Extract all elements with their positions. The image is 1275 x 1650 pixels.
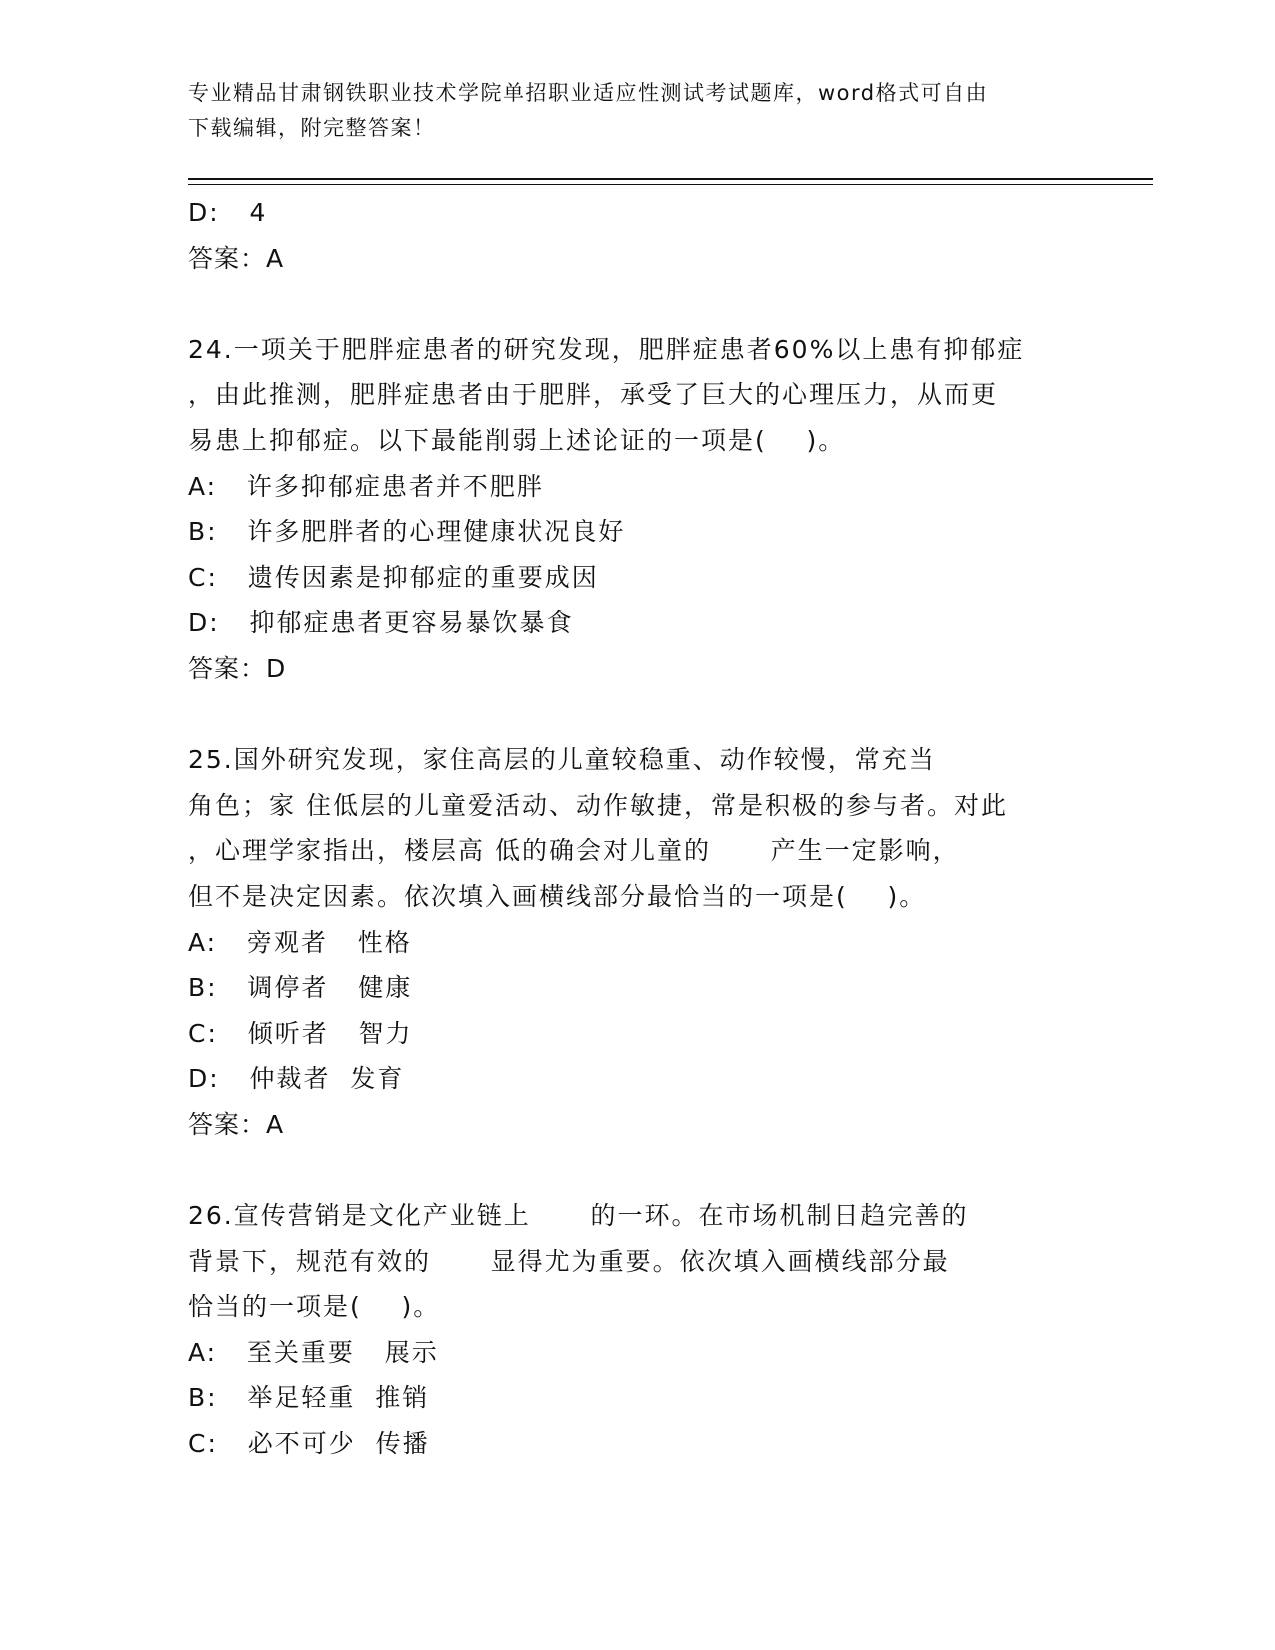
q24-option-b: B: 许多肥胖者的心理健康状况良好 [188,517,626,547]
q25-stem-3: ，心理学家指出，楼层高 低的确会对儿童的 产生一定影响， [188,836,960,866]
q24-option-c: C: 遗传因素是抑郁症的重要成因 [188,562,599,592]
page-header [188,76,1078,146]
question-body [188,190,1088,1467]
q24-stem-2: ，由此推测，肥胖症患者由于肥胖，承受了巨大的心理压力，从而更 [188,380,999,410]
q26-stem-2: 背景下，规范有效的 显得尤为重要。依次填入画横线部分最 [188,1246,950,1276]
q25-stem-1: 25.国外研究发现，家住高层的儿童较稳重、动作较慢，常充当 [188,745,936,775]
q24-option-d: D: 抑郁症患者更容易暴饮暴食 [188,608,574,638]
q26-stem-3: 恰当的一项是( )。 [188,1292,441,1322]
q24-stem-3: 易患上抑郁症。以下最能削弱上述论证的一项是( )。 [188,425,846,455]
q25-stem-4: 但不是决定因素。依次填入画横线部分最恰当的一项是( )。 [188,881,927,911]
q24-stem-1: 24.一项关于肥胖症患者的研究发现，肥胖症患者60%以上患有抑郁症 [188,334,1025,364]
q26-option-b: B: 举足轻重 推销 [188,1383,430,1413]
q24-answer: 答案：D [188,653,287,683]
q26-stem-1: 26.宣传营销是文化产业链上 的一环。在市场机制日趋完善的 [188,1201,969,1231]
prev-option-d: D: 4 [188,198,268,227]
question-26 [188,1193,1088,1467]
question-25 [188,737,1088,1147]
prev-answer: 答案：A [188,243,285,273]
q26-option-a: A: 至关重要 展示 [188,1337,439,1367]
header-rule-thick [188,178,1153,180]
header-rule-thin [188,184,1153,185]
q25-option-b: B: 调停者 健康 [188,973,413,1003]
q24-option-a: A: 许多抑郁症患者并不肥胖 [188,471,544,501]
q25-option-a: A: 旁观者 性格 [188,927,412,957]
header-line-1: 专业精品甘肃钢铁职业技术学院单招职业适应性测试考试题库，word格式可自由 [188,81,989,105]
q25-option-c: C: 倾听者 智力 [188,1018,413,1048]
q25-option-d: D: 仲裁者 发育 [188,1064,405,1094]
header-line-2: 下载编辑，附完整答案！ [188,116,436,140]
q26-option-c: C: 必不可少 传播 [188,1429,430,1459]
q25-stem-2: 角色；家 住低层的儿童爱活动、动作敏捷，常是积极的参与者。对此 [188,790,1008,820]
q25-answer: 答案：A [188,1109,285,1139]
question-24 [188,327,1088,692]
